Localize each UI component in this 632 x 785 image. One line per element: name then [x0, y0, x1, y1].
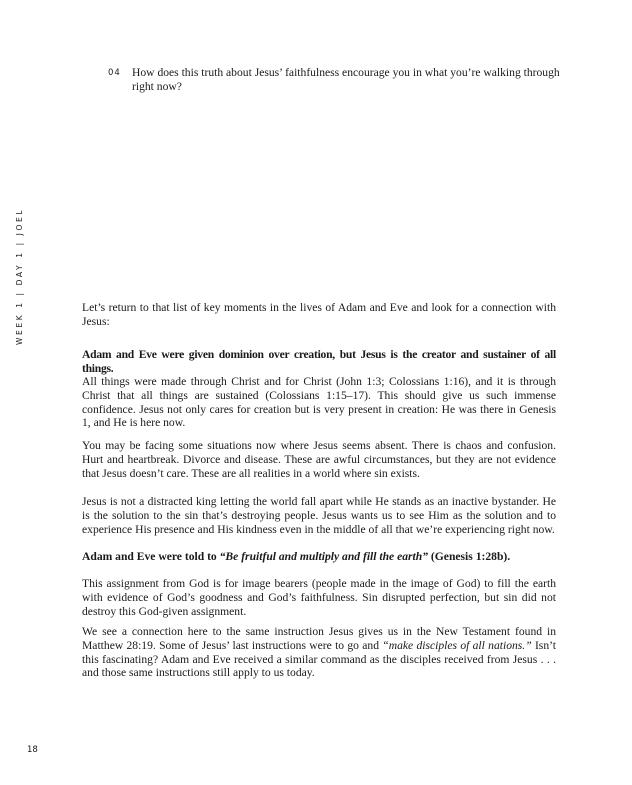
paragraph-christ-sustains: All things were made through Christ and for Christ (John 1:3; Colossians 1:16), and it is through Christ that all things are sustained (Colossians 1:15–17). This should give us such immense confidence. Jesus not only cares for creation but is very present in creation: He was there in Genesis 1, and He is here now.: [82, 375, 556, 430]
section-heading-fruitful: [82, 550, 556, 564]
heading-reference: (Genesis 1:28b).: [428, 550, 511, 563]
paragraph-text-end: Isn’t this fascinating? Adam and Eve received a similar command as the disciples received from Jesus . . . and those same instructions still apply to us today.: [82, 638, 556, 680]
paragraph-assignment: This assignment from God is for image bearers (people made in the image of God) to fill the earth with evidence of God’s goodness and God’s faithfulness. Sin disrupted perfection, but sin did not destroy this God-given assignment.: [82, 577, 556, 618]
sidebar-running-head: WEEK 1 | DAY 1 | JOEL: [15, 207, 24, 345]
paragraph-jesus-absent: You may be facing some situations now where Jesus seems absent. There is chaos and confusion. Hurt and heartbreak. Divorce and disease. These are awful circumstances, but they are not evidence that Jesus doesn’t care. These are all realities in a world where sin exists.: [82, 439, 556, 480]
page-number: 18: [27, 745, 38, 755]
question-number: 04: [108, 68, 121, 78]
heading-quote: “Be fruitful and multiply and fill the earth”: [219, 550, 429, 563]
intro-paragraph: Let’s return to that list of key moments in the lives of Adam and Eve and look for a connection with Jesus:: [82, 301, 556, 328]
paragraph-text: We see a connection here to the same instruction Jesus gives us in the New Testament found in Matthew 28:19. Some of Jesus’ last instructions were to go and: [82, 625, 556, 652]
paragraph-distracted-king: Jesus is not a distracted king letting the world fall apart while He stands as an inactive bystander. He is the solution to the sin that’s destroying people. Jesus wants us to see Him as the solution and to experience His presence and His kindness even in the middle of all that we’re experiencing right now.: [82, 495, 556, 536]
question-text: How does this truth about Jesus’ faithfulness encourage you in what you’re walking through right now?: [132, 66, 560, 93]
heading-text: Adam and Eve were told to: [82, 550, 220, 563]
paragraph-quote: “make disciples of all nations.”: [382, 638, 532, 652]
section-heading-dominion: Adam and Eve were given dominion over creation, but Jesus is the creator and sustainer of all things.: [82, 348, 556, 375]
paragraph-great-commission: [82, 625, 556, 680]
